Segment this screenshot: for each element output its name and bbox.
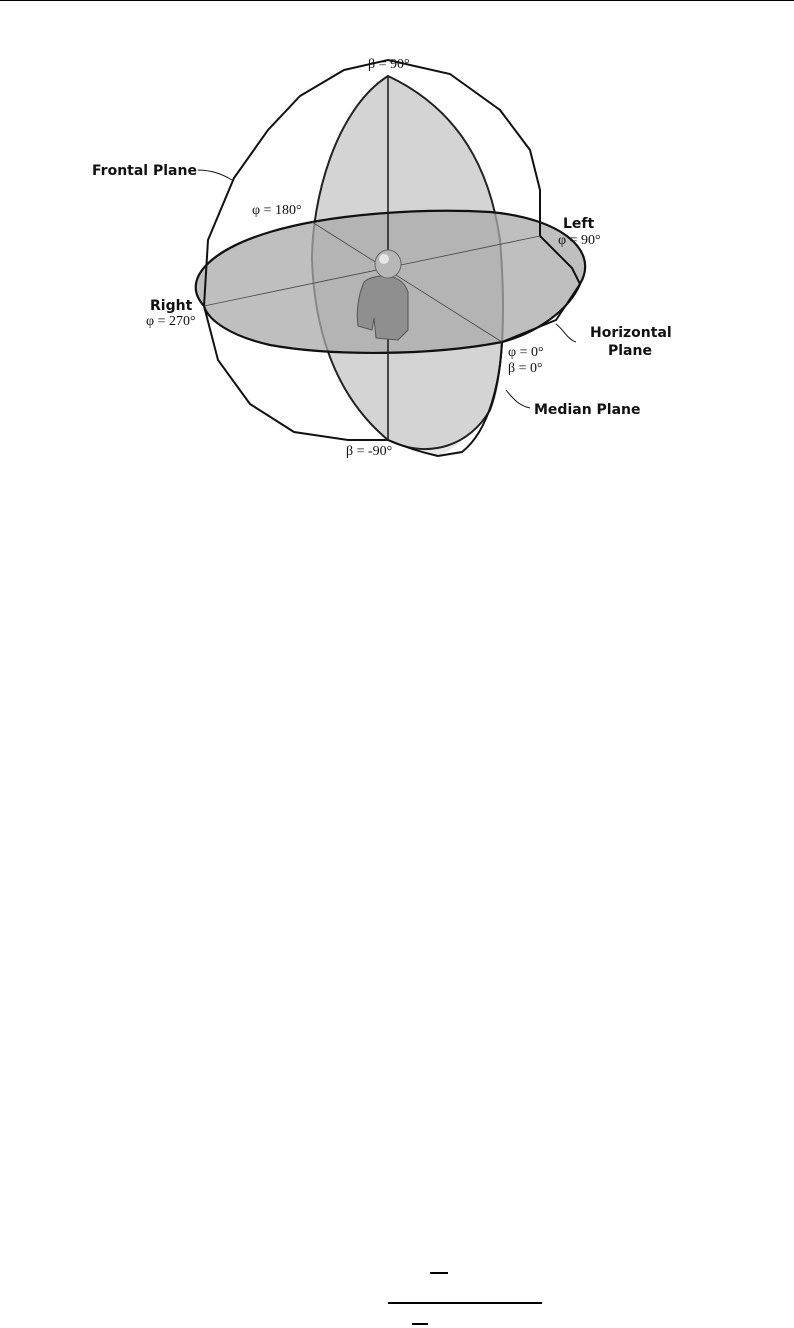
phi-0-label: φ = 0° (508, 345, 544, 360)
formula-fraction-line (388, 1302, 542, 1304)
beta-minus-90-label: β = -90° (346, 444, 393, 459)
formula-overbar-top (430, 1272, 448, 1274)
median-plane-label: Median Plane (534, 402, 641, 418)
formula-overbar-bottom (412, 1323, 428, 1325)
beta-90-label: β = 90° (368, 57, 410, 72)
phi-180-label: φ = 180° (252, 203, 302, 218)
beta-0-label: β = 0° (508, 361, 543, 376)
frontal-plane-label: Frontal Plane (92, 163, 197, 179)
right-label: Right (150, 298, 193, 314)
horizontal-plane-label-2: Plane (608, 343, 652, 359)
phi-270-label: φ = 270° (146, 314, 196, 329)
phi-90-label: φ = 90° (558, 233, 601, 248)
horizontal-plane-label: Horizontal (590, 325, 672, 341)
left-label: Left (563, 216, 595, 232)
